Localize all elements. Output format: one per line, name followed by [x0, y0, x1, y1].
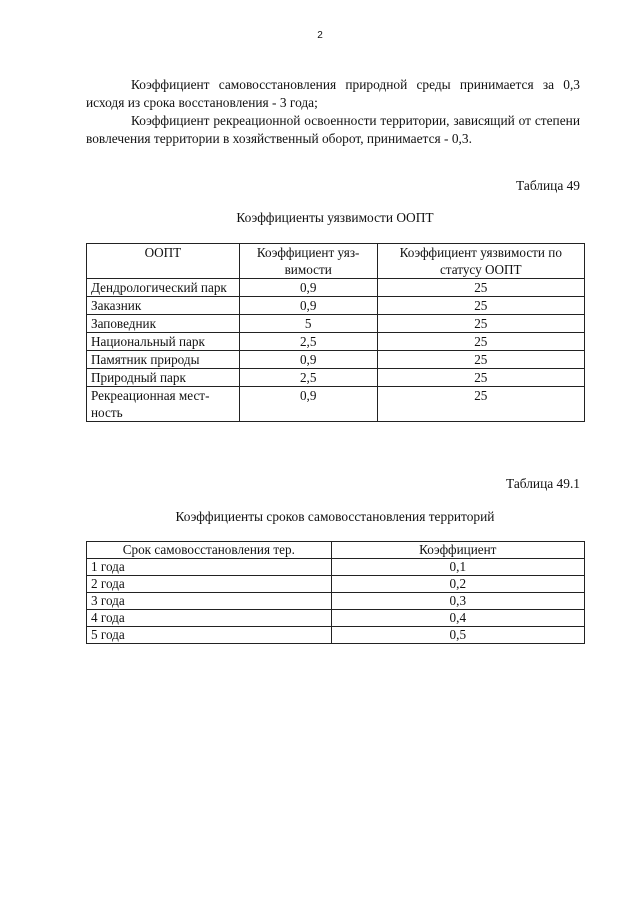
table-row [87, 351, 585, 369]
table-cell: Природный парк [87, 369, 240, 387]
table-cell: 0,1 [331, 559, 584, 576]
table-cell: 0,5 [331, 627, 584, 644]
table-row [87, 297, 585, 315]
table-cell: 25 [377, 333, 584, 351]
table-row [87, 576, 585, 593]
table-cell: Дендрологический парк [87, 279, 240, 297]
paragraph-recreational-development: Коэффициент рекреационной освоенности территории, зависящий от степени вовлечения территории в хозяйственный оборот, принимается - 0,3. [86, 113, 580, 146]
table-49-label: Таблица 49 [516, 178, 580, 193]
table-cell: Заповедник [87, 315, 240, 333]
table-cell: 0,3 [331, 593, 584, 610]
header-cell: Срок самовосстановления тер. [87, 542, 332, 559]
header-cell: Коэффициент [331, 542, 584, 559]
table-cell: 25 [377, 351, 584, 369]
table-header-row [87, 542, 585, 559]
table-cell: 0,9 [239, 351, 377, 369]
table-header-row [87, 244, 585, 279]
table-row [87, 593, 585, 610]
table-cell: 25 [377, 369, 584, 387]
header-cell: ООПТ [87, 244, 240, 279]
table-cell: 2,5 [239, 333, 377, 351]
table-cell: 3 года [87, 593, 332, 610]
table-cell: Памятник природы [87, 351, 240, 369]
table-row [87, 333, 585, 351]
vulnerability-coefficients-table [86, 243, 585, 422]
header-cell: Коэффициент уяз-вимости [239, 244, 377, 279]
table-cell: 2 года [87, 576, 332, 593]
table-row [87, 627, 585, 644]
page-number: 2 [317, 30, 323, 41]
table-row [87, 369, 585, 387]
table-49-title: Коэффициенты уязвимости ООПТ [236, 210, 434, 225]
table-cell: Национальный парк [87, 333, 240, 351]
table-cell: 5 [239, 315, 377, 333]
table-cell: 0,9 [239, 387, 377, 422]
table-cell: Рекреационная мест-ность [87, 387, 240, 422]
table-cell: 4 года [87, 610, 332, 627]
header-cell: Коэффициент уязвимости по статусу ООПТ [377, 244, 584, 279]
table-cell: 0,9 [239, 279, 377, 297]
paragraph-self-restoration: Коэффициент самовосстановления природной среды принимается за 0,3 исходя из срока восстановления - 3 года; [86, 77, 580, 110]
table-49-1-title: Коэффициенты сроков самовосстановления территорий [175, 509, 495, 524]
self-restoration-coefficients-table [86, 541, 585, 644]
table-cell: 0,2 [331, 576, 584, 593]
table-cell: 25 [377, 279, 584, 297]
table-cell: 25 [377, 315, 584, 333]
table-cell: Заказник [87, 297, 240, 315]
table-row [87, 559, 585, 576]
table-row [87, 279, 585, 297]
table-row [87, 387, 585, 422]
body-text [86, 76, 580, 148]
table-cell: 25 [377, 387, 584, 422]
table-cell: 5 года [87, 627, 332, 644]
table-cell: 1 года [87, 559, 332, 576]
table-49-1-label: Таблица 49.1 [505, 476, 580, 491]
table-row [87, 610, 585, 627]
table-cell: 2,5 [239, 369, 377, 387]
table-cell: 0,9 [239, 297, 377, 315]
table-cell: 25 [377, 297, 584, 315]
table-cell: 0,4 [331, 610, 584, 627]
table-row [87, 315, 585, 333]
